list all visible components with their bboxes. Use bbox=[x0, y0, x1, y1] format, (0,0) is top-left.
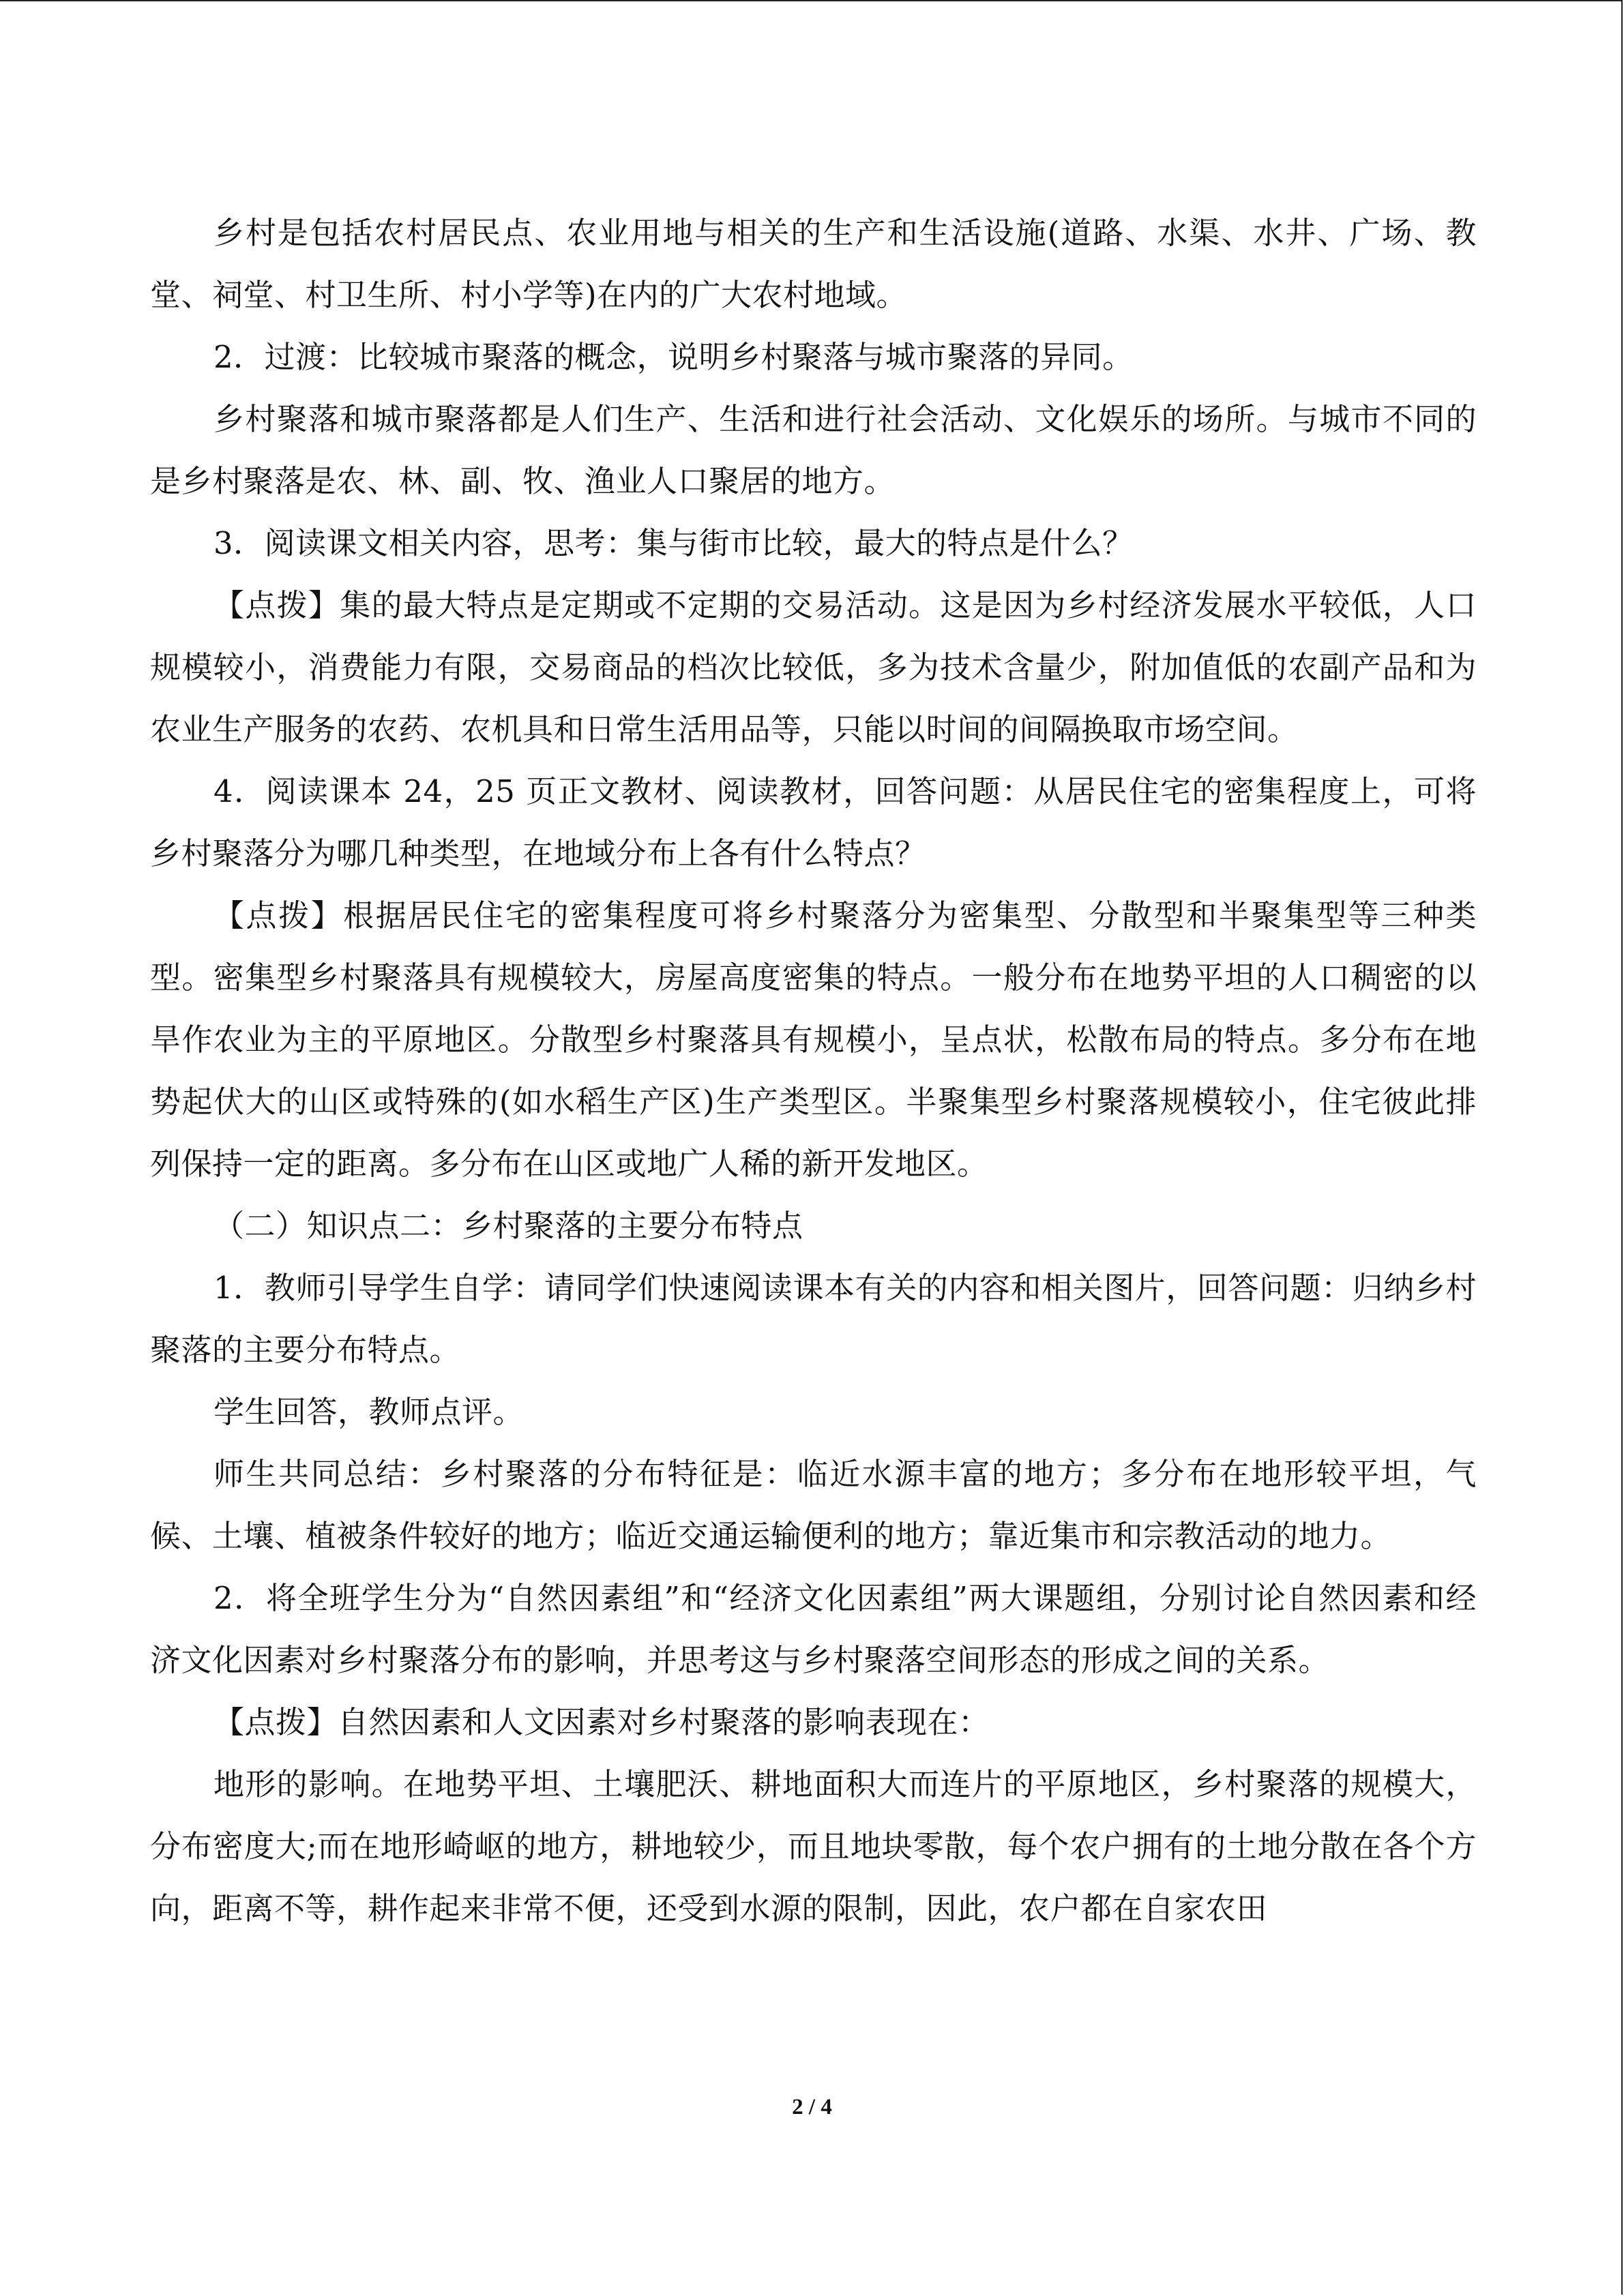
paragraph: 学生回答，教师点评。 bbox=[213, 1394, 525, 1430]
paragraph: 1．教师引导学生自学：请同学们快速阅读课本有关的内容和相关图片，回答问题：归纳乡村聚落的主要分布特点。 bbox=[150, 1270, 1477, 1368]
paragraph: 2．将全班学生分为“自然因素组”和“经济文化因素组”两大课题组，分别讨论自然因素和经济文化因素对乡村聚落分布的影响，并思考这与乡村聚落空间形态的形成之间的关系。 bbox=[150, 1580, 1477, 1678]
paragraph: 乡村聚落和城市聚落都是人们生产、生活和进行社会活动、文化娱乐的场所。与城市不同的是乡村聚落是农、林、副、牧、渔业人口聚居的地方。 bbox=[150, 401, 1477, 499]
paragraph: 3．阅读课文相关内容，思考：集与街市比较，最大的特点是什么？ bbox=[213, 525, 1134, 561]
page-number: 2 / 4 bbox=[792, 2095, 832, 2119]
document-body bbox=[150, 202, 1477, 1939]
paragraph: 地形的影响。在地势平坦、土壤肥沃、耕地面积大而连片的平原地区，乡村聚落的规模大，分布密度大;而在地形崎岖的地方，耕地较少，而且地块零散，每个农户拥有的土地分散在各个方向，距离不等，耕作起来非常不便，还受到水源的限制，因此，农户都在自家农田 bbox=[150, 1766, 1477, 1926]
paragraph: 4．阅读课本 24，25 页正文教材、阅读教材，回答问题：从居民住宅的密集程度上，可将乡村聚落分为哪几种类型，在地域分布上各有什么特点？ bbox=[150, 773, 1477, 871]
paragraph: 乡村是包括农村居民点、农业用地与相关的生产和生活设施(道路、水渠、水井、广场、教堂、祠堂、村卫生所、村小学等)在内的广大农村地域。 bbox=[150, 215, 1477, 313]
paragraph: 【点拨】根据居民住宅的密集程度可将乡村聚落分为密集型、分散型和半聚集型等三种类型。密集型乡村聚落具有规模较大，房屋高度密集的特点。一般分布在地势平坦的人口稠密的以旱作农业为主的平原地区。分散型乡村聚落具有规模小，呈点状，松散布局的特点。多分布在地势起伏大的山区或特殊的(如水稻生产区)生产类型区。半聚集型乡村聚落规模较小，住宅彼此排列保持一定的距离。多分布在山区或地广人稀的新开发地区。 bbox=[150, 897, 1477, 1182]
paragraph: 【点拨】自然因素和人文因素对乡村聚落的影响表现在： bbox=[213, 1704, 990, 1740]
paragraph: 师生共同总结：乡村聚落的分布特征是：临近水源丰富的地方；多分布在地形较平坦，气候、土壤、植被条件较好的地方；临近交通运输便利的地方；靠近集市和宗教活动的地力。 bbox=[150, 1456, 1477, 1554]
paragraph: 2．过渡：比较城市聚落的概念，说明乡村聚落与城市聚落的异同。 bbox=[213, 339, 1134, 375]
paragraph: 【点拨】集的最大特点是定期或不定期的交易活动。这是因为乡村经济发展水平较低，人口规模较小，消费能力有限，交易商品的档次比较低，多为技术含量少，附加值低的农副产品和为农业生产服务的农药、农机具和日常生活用品等，只能以时间的间隔换取市场空间。 bbox=[150, 587, 1477, 747]
section-heading: （二）知识点二：乡村聚落的主要分布特点 bbox=[213, 1208, 803, 1244]
